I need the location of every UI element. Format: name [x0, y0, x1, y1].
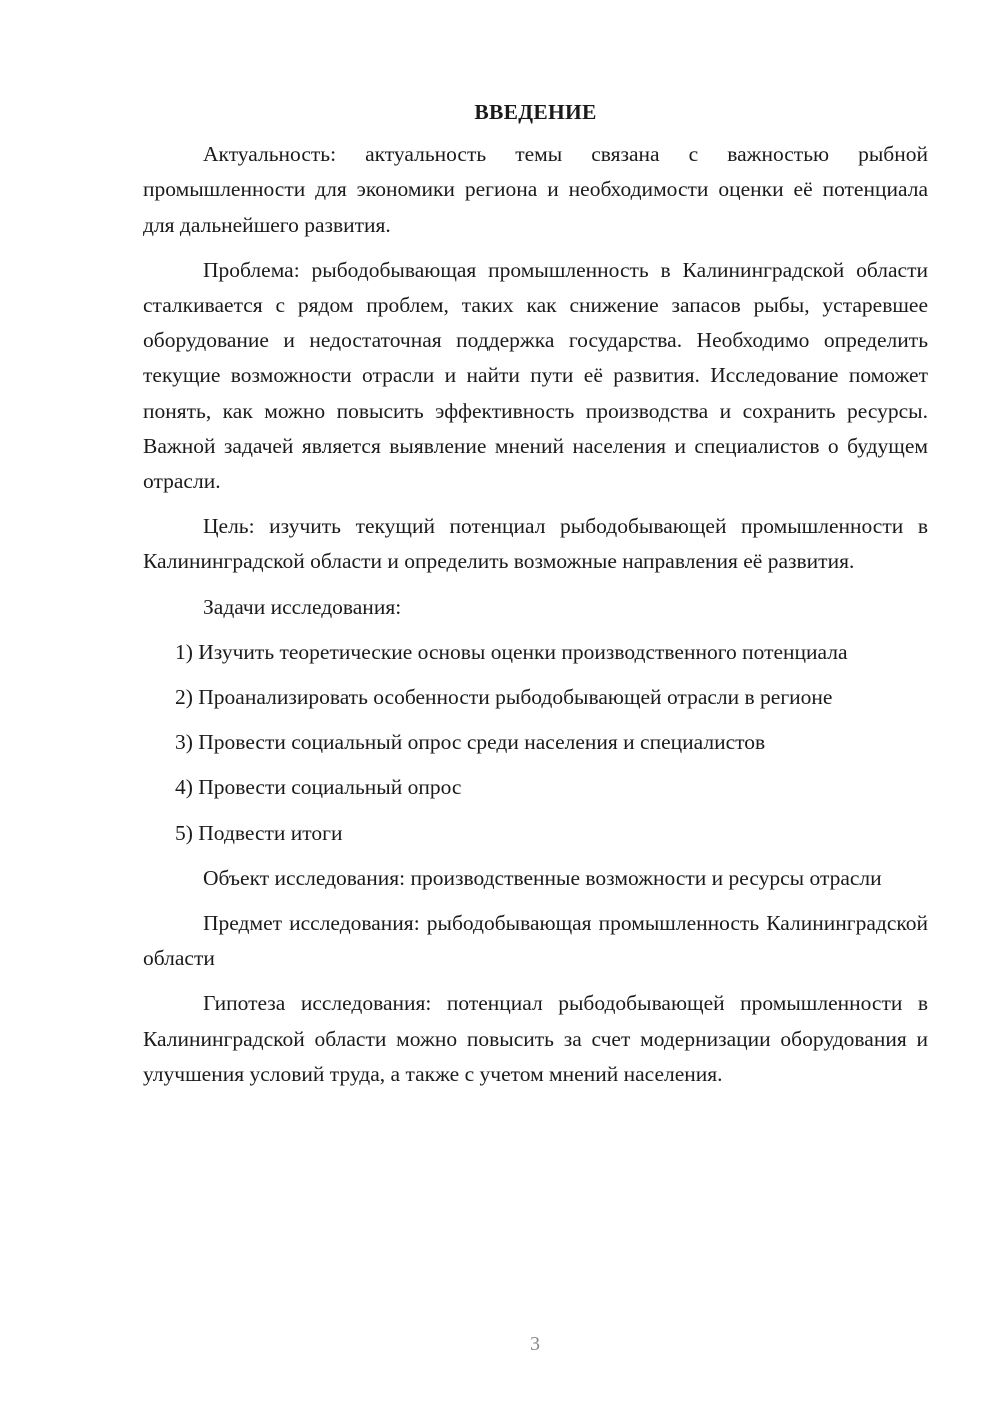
- section-heading: ВВЕДЕНИЕ: [474, 100, 597, 124]
- task-item-3: 3) Провести социальный опрос среди населения и специалистов: [175, 730, 766, 755]
- goal-paragraph: Цель: изучить текущий потенциал рыбодобывающей промышленности в Калининградской области и определить возможные направления её развития.: [143, 514, 928, 574]
- page-content: [143, 95, 928, 1102]
- task-item-2: 2) Проанализировать особенности рыбодобывающей отрасли в регионе: [175, 685, 833, 710]
- tasks-intro: Задачи исследования:: [203, 594, 402, 619]
- hypothesis-paragraph: Гипотеза исследования: потенциал рыбодобывающей промышленности в Калининградской области можно повысить за счет модернизации оборудования и улучшения условий труда, а также с учетом мнений населения.: [143, 991, 928, 1086]
- problem-paragraph: Проблема: рыбодобывающая промышленность в Калининградской области сталкивается с рядом проблем, таких как снижение запасов рыбы, устаревшее оборудование и недостаточная поддержка государства. Необходимо определить текущие возможности отрасли и найти пути её развития. Исследование поможет понять, как можно повысить эффективность производства и сохранить ресурсы. Важной задачей является выявление мнений населения и специалистов о будущем отрасли.: [143, 257, 928, 494]
- task-item-4: 4) Провести социальный опрос: [175, 775, 462, 800]
- page-number: 3: [530, 1333, 540, 1355]
- subject-paragraph: Предмет исследования: рыбодобывающая промышленность Калининградской области: [143, 911, 928, 971]
- task-item-1: 1) Изучить теоретические основы оценки производственного потенциала: [175, 639, 848, 664]
- task-item-5: 5) Подвести итоги: [175, 820, 343, 845]
- relevance-paragraph: Актуальность: актуальность темы связана с важностью рыбной промышленности для экономики региона и необходимости оценки её потенциала для дальнейшего развития.: [143, 142, 928, 237]
- object-paragraph: Объект исследования: производственные возможности и ресурсы отрасли: [203, 865, 882, 890]
